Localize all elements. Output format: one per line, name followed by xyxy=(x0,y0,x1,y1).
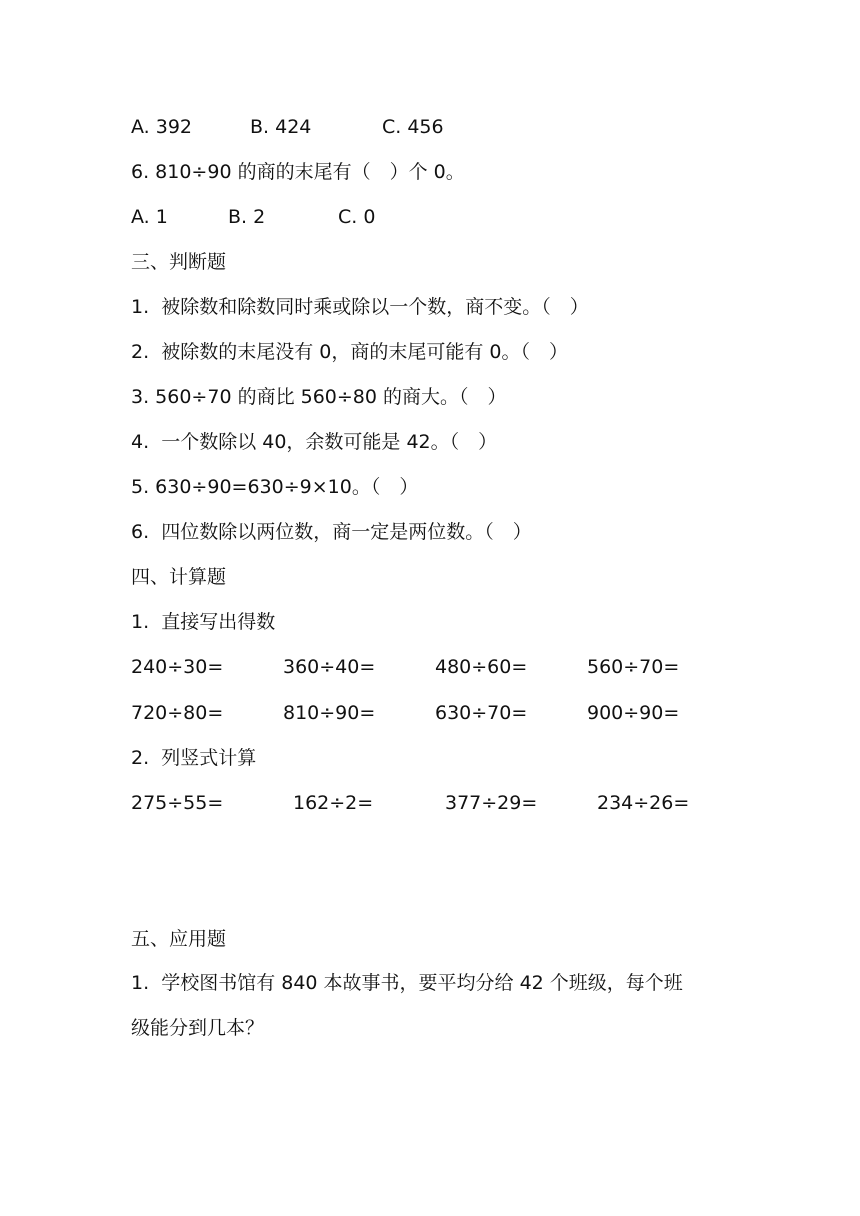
section3-title: 三、判断题 xyxy=(131,251,227,273)
section3-item-2: 2. 被除数的末尾没有 0，商的末尾可能有 0。（ ） xyxy=(131,341,568,363)
calc-810-90: 810÷90= xyxy=(283,702,376,724)
calc-900-90: 900÷90= xyxy=(587,702,680,724)
calc-720-80: 720÷80= xyxy=(131,702,224,724)
vertical-calc-275-55: 275÷55= xyxy=(131,792,224,814)
q6-option-a: A. 1 xyxy=(131,206,168,228)
vertical-calc-377-29: 377÷29= xyxy=(445,792,538,814)
q6-question: 6. 810÷90 的商的末尾有（ ）个 0。 xyxy=(131,161,465,183)
calc-560-70: 560÷70= xyxy=(587,656,680,678)
section4-title: 四、计算题 xyxy=(131,566,227,588)
section4-part2-title: 2. 列竖式计算 xyxy=(131,747,257,769)
section3-item-1: 1. 被除数和除数同时乘或除以一个数，商不变。（ ） xyxy=(131,296,589,318)
section3-item-3: 3. 560÷70 的商比 560÷80 的商大。（ ） xyxy=(131,386,507,408)
calc-360-40: 360÷40= xyxy=(283,656,376,678)
section3-item-4: 4. 一个数除以 40，余数可能是 42。（ ） xyxy=(131,431,498,453)
q5-option-a: A. 392 xyxy=(131,116,193,138)
vertical-calc-162-2: 162÷2= xyxy=(293,792,374,814)
section4-part1-title: 1. 直接写出得数 xyxy=(131,611,276,633)
section3-item-5: 5. 630÷90=630÷9×10。（ ） xyxy=(131,476,419,498)
calc-480-60: 480÷60= xyxy=(435,656,528,678)
section5-q1-line2: 级能分到几本？ xyxy=(131,1017,265,1039)
section5-title: 五、应用题 xyxy=(131,928,227,950)
q6-option-c: C. 0 xyxy=(338,206,376,228)
q6-option-b: B. 2 xyxy=(228,206,266,228)
section3-item-6: 6. 四位数除以两位数，商一定是两位数。（ ） xyxy=(131,521,532,543)
calc-240-30: 240÷30= xyxy=(131,656,224,678)
q5-option-c: C. 456 xyxy=(382,116,444,138)
vertical-calc-234-26: 234÷26= xyxy=(597,792,690,814)
calc-630-70: 630÷70= xyxy=(435,702,528,724)
section5-q1-line1: 1. 学校图书馆有 840 本故事书，要平均分给 42 个班级，每个班 xyxy=(131,972,683,994)
q5-option-b: B. 424 xyxy=(250,116,312,138)
